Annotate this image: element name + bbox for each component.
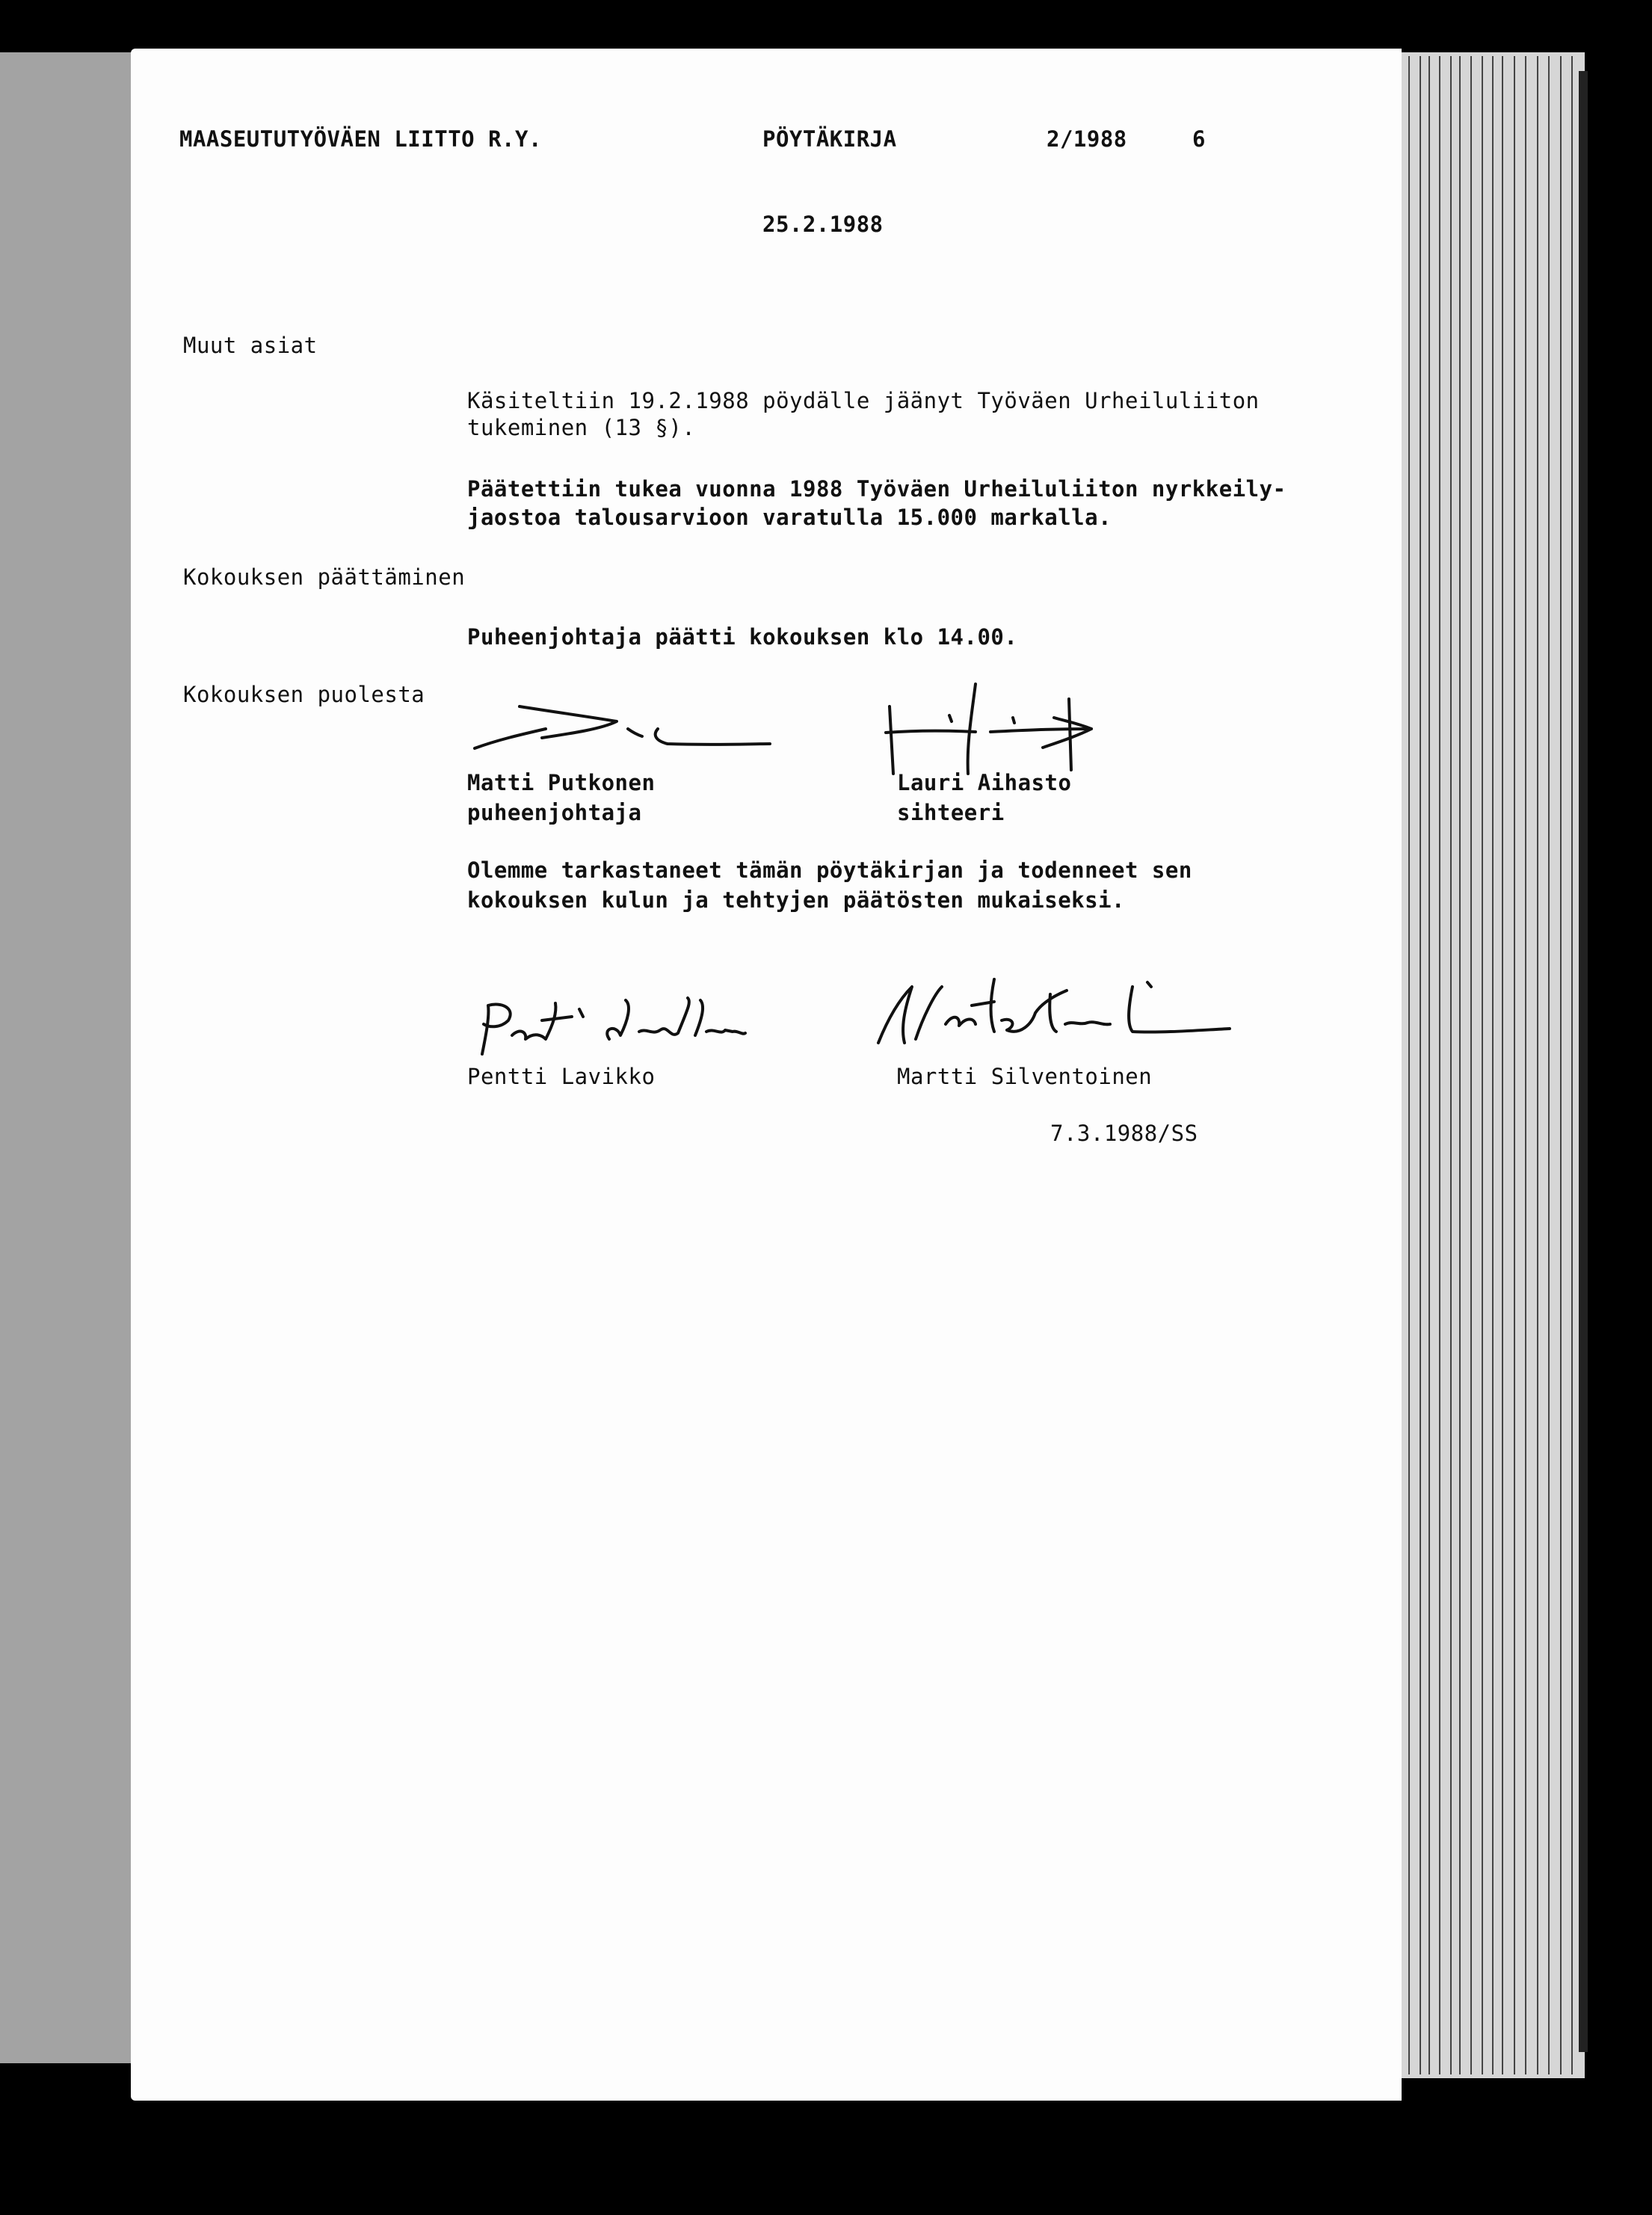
- document-page: [131, 49, 1402, 2101]
- section-heading-puolesta: Kokouksen puolesta: [183, 682, 425, 707]
- organization-name: MAASEUTUTYÖVÄEN LIITTO R.Y.: [179, 126, 542, 152]
- paragraph-1-line-1: Käsiteltiin 19.2.1988 pöydälle jäänyt Työväen Urheiluliiton: [467, 388, 1260, 413]
- paragraph-2-line-2: jaostoa talousarvioon varatulla 15.000 markalla.: [467, 505, 1112, 530]
- page-number: 6: [1192, 126, 1206, 152]
- section-heading-muut-asiat: Muut asiat: [183, 333, 318, 358]
- paragraph-1-line-2: tukeminen (13 §).: [467, 415, 696, 440]
- document-type: PÖYTÄKIRJA: [762, 126, 897, 152]
- signer-1-role: puheenjohtaja: [467, 800, 642, 825]
- page-edges: [1402, 52, 1585, 2078]
- closing-statement: Puheenjohtaja päätti kokouksen klo 14.00.: [467, 624, 1018, 650]
- signature-silventoinen: [871, 972, 1245, 1062]
- document-number: 2/1988: [1047, 126, 1127, 152]
- signer-2-role: sihteeri: [897, 800, 1005, 825]
- signature-aihasto: [871, 677, 1110, 774]
- paragraph-2-line-1: Päätettiin tukea vuonna 1988 Työväen Urheiluliiton nyrkkeily-: [467, 476, 1286, 502]
- signer-1-name: Matti Putkonen: [467, 770, 656, 795]
- signature-lavikko: [467, 994, 811, 1062]
- signature-putkonen: [467, 699, 781, 766]
- signer-2-name: Lauri Aihasto: [897, 770, 1072, 795]
- meeting-date: 25.2.1988: [762, 212, 884, 237]
- checker-1-name: Pentti Lavikko: [467, 1064, 656, 1089]
- footer-stamp: 7.3.1988/SS: [1050, 1121, 1198, 1146]
- verification-line-1: Olemme tarkastaneet tämän pöytäkirjan ja todenneet sen: [467, 857, 1192, 883]
- checker-2-name: Martti Silventoinen: [897, 1064, 1153, 1089]
- verification-line-2: kokouksen kulun ja tehtyjen päätösten mukaiseksi.: [467, 887, 1126, 913]
- section-heading-paattaminen: Kokouksen päättäminen: [183, 564, 466, 590]
